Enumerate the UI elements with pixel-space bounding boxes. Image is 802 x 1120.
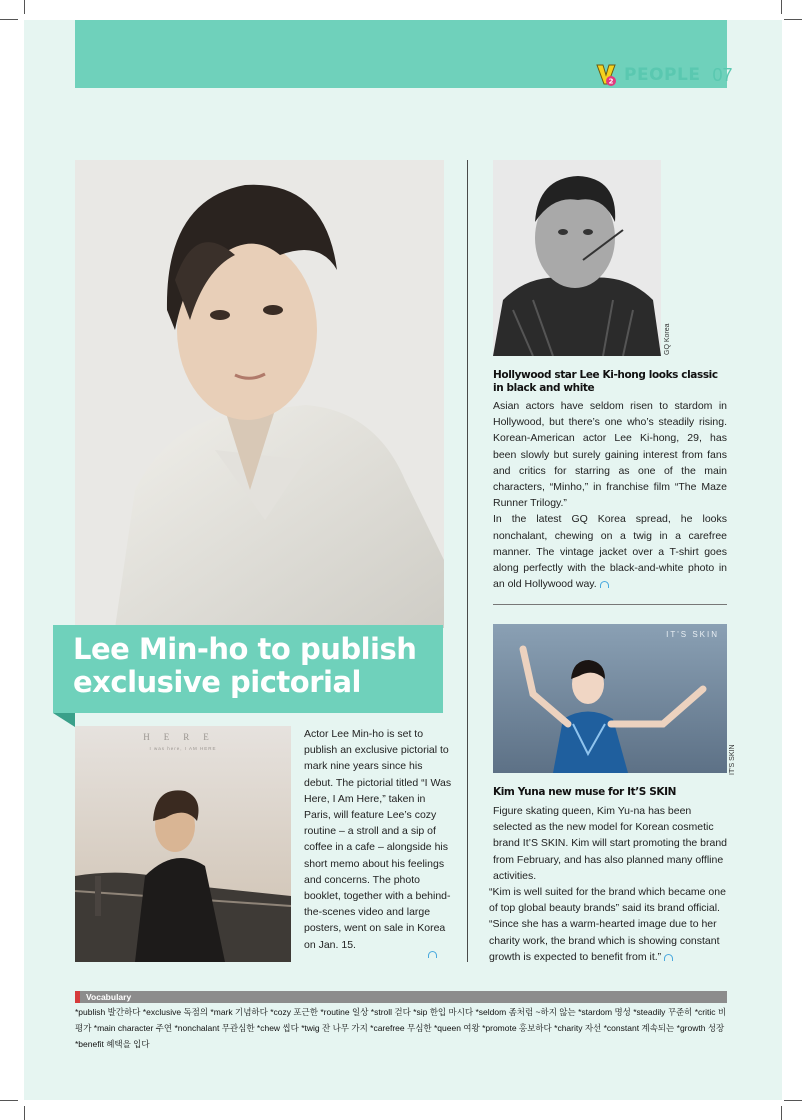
vocabulary-list: *publish 발간하다 *exclusive 독점의 *mark 기념하다 *cozy 포근한 *routine 일상 *stroll 걷다 *sip 한입 마시다 *seldom 좀처럼 ~하지 않는 *stardom 명성 *steadily 꾸준히 *critic 비평가 *main character 주연 *nonchalant 무관심한 *chew 씹다 *twig 잔 나무 가지 *carefree 무심한 *queen 여왕 *promote 홍보하다 *charity 자선 *constant 계속되는 *growth 성장 *benefit 혜택을 입다 bbox=[75, 1007, 727, 1049]
headphones-icon bbox=[428, 951, 437, 958]
vocabulary-marker bbox=[75, 991, 80, 1003]
v2-logo-icon bbox=[594, 62, 618, 88]
story2-paragraph: Asian actors have seldom risen to stardom in Hollywood, but there’s one who’s steadily rising. Korean-American actor Lee Ki-hong, 29, has been slowly but surely gaining interest from fans and critics for starring as one of the main characters, “Minho,” in franchise film “The Maze Runner Trilogy.” bbox=[493, 400, 727, 510]
crop-mark bbox=[784, 19, 802, 20]
kim-yuna-photo bbox=[493, 624, 727, 773]
section-header bbox=[594, 60, 732, 90]
vocabulary-bar bbox=[75, 991, 727, 1003]
brand-logo: IT'S SKIN bbox=[666, 630, 719, 639]
headphones-icon bbox=[600, 581, 609, 588]
story3-body bbox=[489, 803, 731, 965]
crop-mark bbox=[0, 1100, 18, 1101]
cover-subtitle: I was here, I AM HERE bbox=[149, 746, 217, 751]
svg-text:2: 2 bbox=[608, 77, 614, 86]
lee-ki-hong-photo bbox=[493, 160, 661, 356]
lead-headline-banner bbox=[53, 625, 443, 713]
crop-mark bbox=[0, 19, 18, 20]
page-number: 07 bbox=[712, 64, 733, 85]
story2-body bbox=[493, 398, 727, 592]
story3-paragraph: Figure skating queen, Kim Yu-na has been selected as the new model for Korean cosmetic brand It’S SKIN. Kim will start promoting the brand from February, and has also planned many offline activities. bbox=[493, 805, 728, 882]
story3-paragraph: “Since she has a warm-hearted image due to her charity work, the brand which is showing constant growth is expected to benefit from it.” bbox=[489, 918, 720, 963]
cover-title: HERE bbox=[143, 732, 223, 742]
pictorial-cover-photo bbox=[75, 726, 291, 962]
crop-mark bbox=[781, 1106, 782, 1120]
story-separator bbox=[493, 604, 727, 605]
photo-credit-itsskin: IT'S SKIN bbox=[729, 744, 736, 775]
lead-headline: Lee Min-ho to publish exclusive pictorial bbox=[73, 632, 417, 699]
crop-mark bbox=[781, 0, 782, 14]
lee-min-ho-portrait-photo bbox=[75, 160, 444, 628]
story2-paragraph: In the latest GQ Korea spread, he looks nonchalant, chewing on a twig in a carefree manner. The vintage jacket over a T-shirt goes along perfectly with the black-and-white photo in an old Hollywood way. bbox=[493, 513, 727, 591]
story2-headline: Hollywood star Lee Ki-hong looks classic in black and white bbox=[493, 369, 718, 394]
crop-mark bbox=[784, 1100, 802, 1101]
vocabulary-label: Vocabulary bbox=[86, 992, 132, 1002]
crop-mark bbox=[24, 0, 25, 14]
story3-paragraph: “Kim is well suited for the brand which became one of top global beauty brands” said its brand official. bbox=[489, 886, 726, 915]
headphones-icon bbox=[664, 954, 673, 961]
column-divider bbox=[467, 160, 468, 962]
story3-headline: Kim Yuna new muse for It’S SKIN bbox=[493, 786, 676, 798]
photo-credit-gq: GQ Korea bbox=[664, 323, 671, 355]
banner-fold bbox=[53, 713, 75, 727]
section-title: PEOPLE bbox=[624, 65, 701, 85]
lead-body-text: Actor Lee Min-ho is set to publish an exclusive pictorial to mark nine years since his debut. The pictorial titled “I Was Here, I Am Here,” taken in Paris, will feature Lee’s cozy routine – a stroll and a sip of coffee in a cafe – alongside his short memo about his feelings and concerns. The photo booklet, together with a behind-the-scenes video and large posters, went on sale in Korea on Jan. 15. bbox=[304, 728, 452, 951]
crop-mark bbox=[24, 1106, 25, 1120]
